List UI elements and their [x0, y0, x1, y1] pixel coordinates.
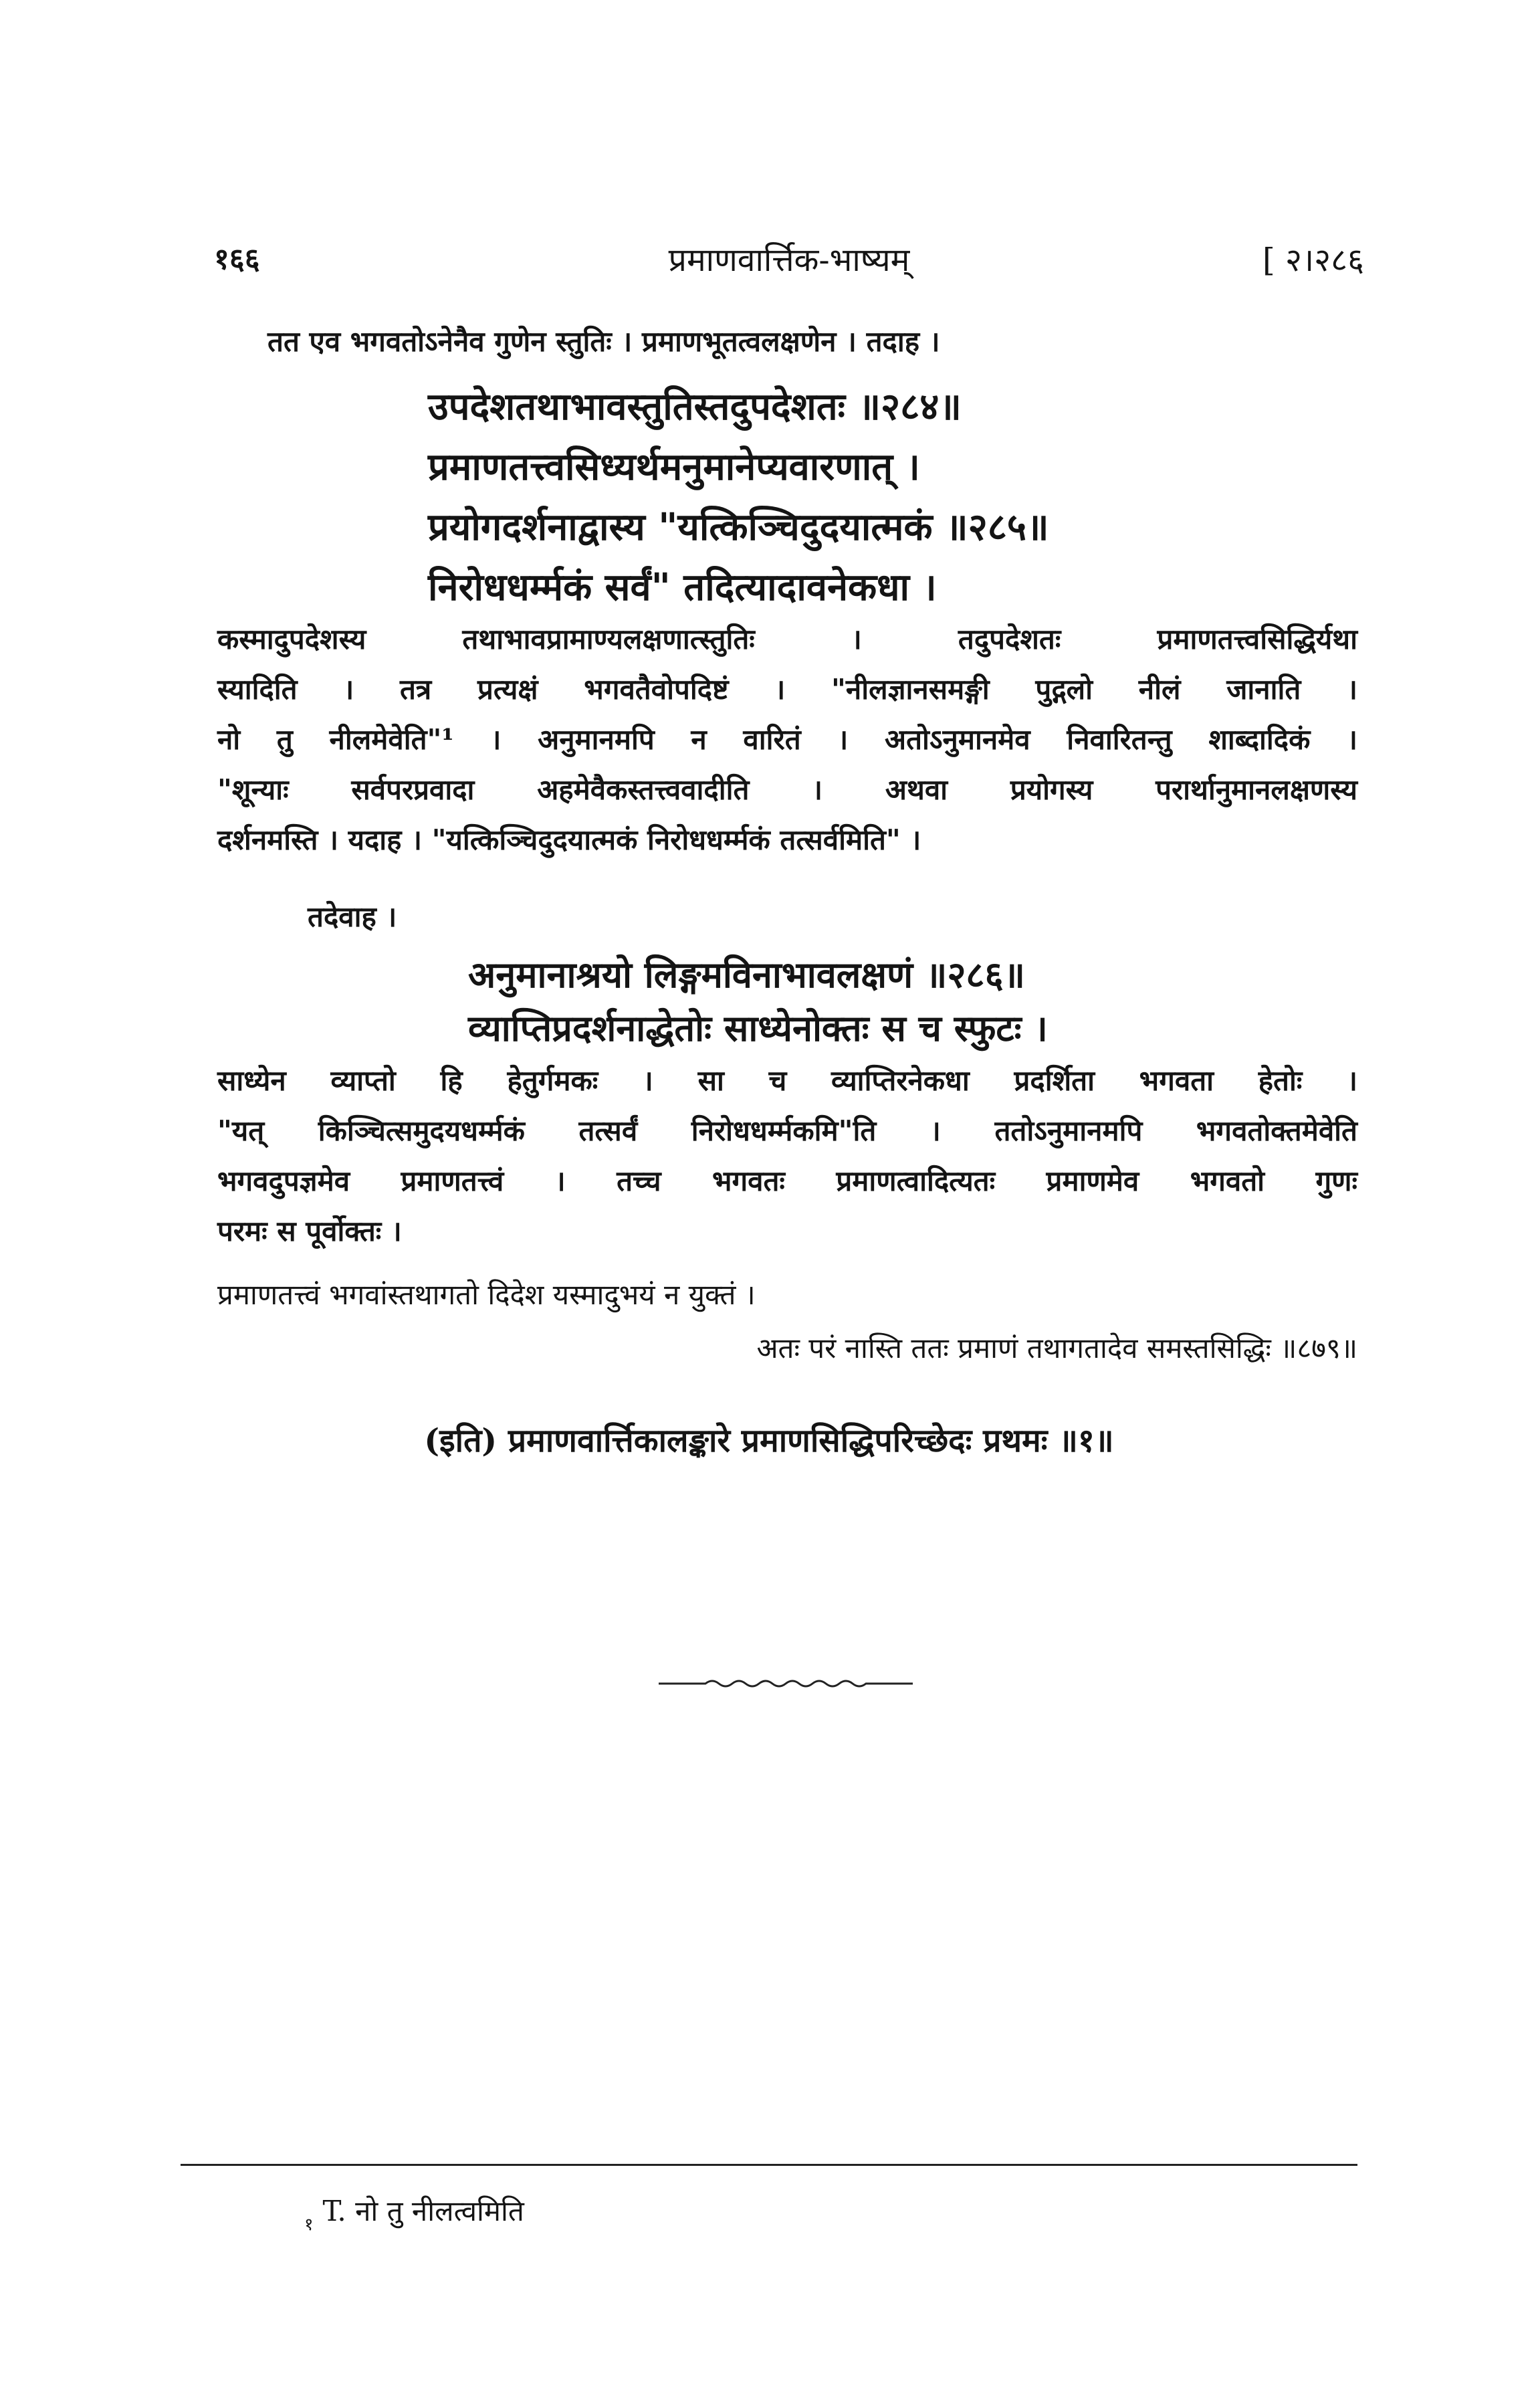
chapter-colophon: (इति) प्रमाणवार्त्तिकालङ्कारे प्रमाणसिद्धिपरिच्छेदः प्रथमः ॥१॥ — [424, 1422, 1114, 1460]
verse-line: व्याप्तिप्रदर्शनाद्धेतोः साध्येनोक्तः स च स्फुटः । — [468, 1007, 1048, 1049]
verse-line: प्रमाणतत्त्वसिध्यर्थमनुमानेप्यवारणात् । — [428, 445, 920, 489]
commentary-line: साध्येन व्याप्तो हि हेतुर्गमकः । सा च व्याप्तिरनेकधा प्रदर्शिता भगवता हेतोः । — [217, 1064, 1357, 1097]
footnote-number: १ — [304, 2215, 314, 2235]
commentary-line: स्यादिति । तत्र प्रत्यक्षं भगवतैवोपदिष्टं । "नीलज्ञानसमङ्गी पुद्गलो नीलं जानाति । — [217, 673, 1357, 706]
verse-line: प्रयोगदर्शनाद्वास्य "यत्किञ्चिदुदयात्मकं ॥२८५॥ — [428, 505, 1049, 549]
commentary-line: भगवदुपज्ञमेव प्रमाणतत्त्वं । तच्च भगवतः प्रमाणत्वादित्यतः प्रमाणमेव भगवतो गुणः — [217, 1165, 1357, 1197]
intro-line: तत एव भगवतोऽनेनैव गुणेन स्तुतिः । प्रमाणभूतत्वलक्षणेन । तदाह । — [267, 325, 940, 358]
running-title: प्रमाणवार्त्तिक-भाष्यम् — [668, 241, 910, 279]
page-header — [214, 237, 1364, 291]
commentary-line: "शून्याः सर्वपरप्रवादा अहमेवैकस्तत्त्ववादीति । अथवा प्रयोगस्य परार्थानुमानलक्षणस्य — [217, 773, 1357, 806]
verse-reference: [ २।२८६ — [1262, 241, 1364, 279]
commentary-line: नो तु नीलमेवेति"¹ । अनुमानमपि न वारितं । अतोऽनुमानमेव निवारितन्तु शाब्दादिकं । — [217, 723, 1357, 756]
quoted-verse-line: प्रमाणतत्त्वं भगवांस्तथागतो दिदेश यस्मादुभयं न युक्तं । — [217, 1278, 756, 1311]
verse-line: उपदेशतथाभावस्तुतिस्तदुपदेशतः ॥२८४॥ — [428, 385, 962, 429]
commentary-line: दर्शनमस्ति । यदाह । "यत्किञ्चिदुदयात्मकं निरोधधर्म्मकं तत्सर्वमिति" । — [217, 823, 921, 856]
commentary-line: परमः स पूर्वोक्तः । — [217, 1215, 402, 1247]
verse-line: अनुमानाश्रयो लिङ्गमविनाभावलक्षणं ॥२८६॥ — [468, 953, 1025, 996]
footnote-rule — [181, 2164, 1357, 2166]
commentary-line: "यत् किञ्चित्समुदयधर्म्मकं तत्सर्वं निरोधधर्म्मकमि"ति । ततोऽनुमानमपि भगवतोक्तमेवेति — [217, 1114, 1357, 1147]
commentary-line: कस्मादुपदेशस्य तथाभावप्रामाण्यलक्षणात्स्तुतिः । तदुपदेशतः प्रमाणतत्त्वसिद्धिर्यथा — [217, 623, 1357, 656]
transition-line: तदेवाह । — [308, 900, 397, 933]
footnote-text: T. नो तु नीलत्वमिति — [322, 2195, 524, 2227]
verse-line: निरोधधर्म्मकं सर्वं" तदित्यादावनेकधा । — [428, 565, 937, 609]
quoted-verse-line: अतः परं नास्ति ततः प्रमाणं तथागतादेव समस्तसिद्धिः ॥८७९॥ — [756, 1332, 1357, 1365]
page-number: १६६ — [214, 242, 260, 276]
section-end-ornament — [659, 1676, 913, 1689]
footnote — [304, 2195, 524, 2235]
